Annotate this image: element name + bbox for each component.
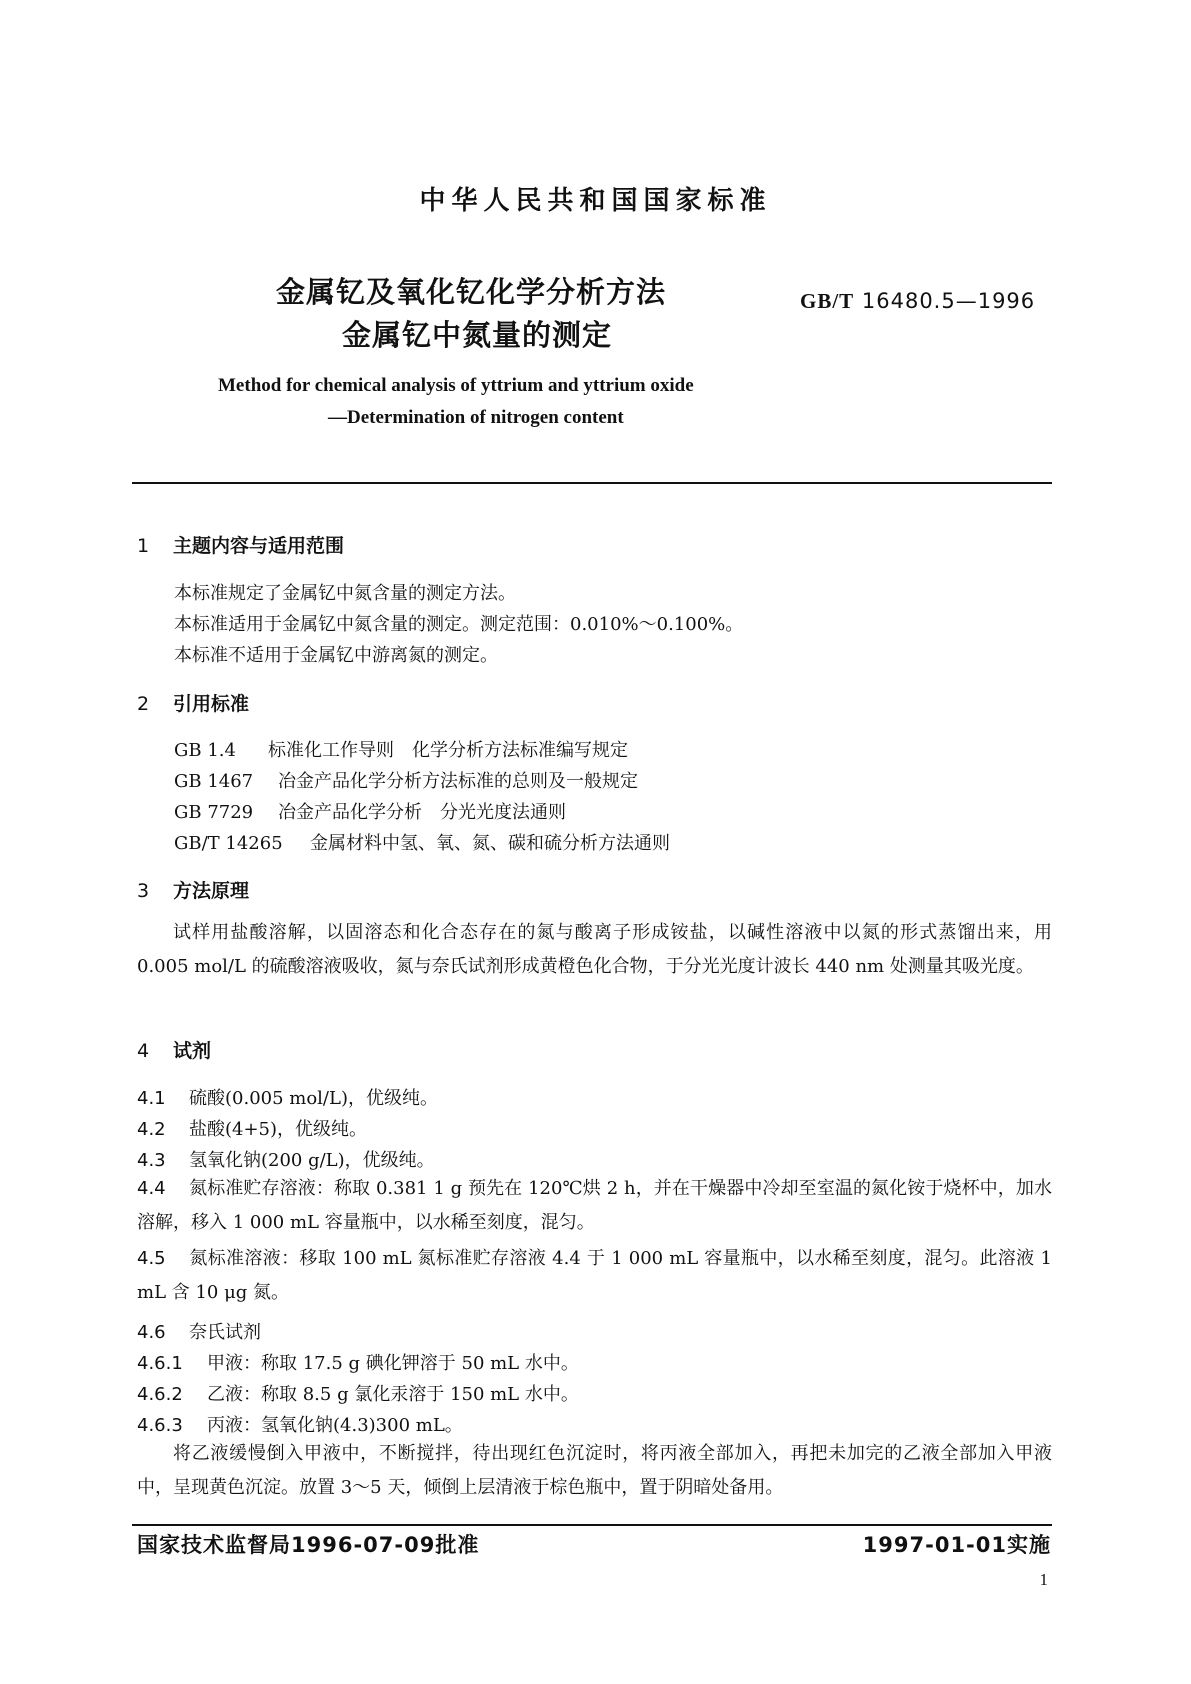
reagent-text: 甲液：称取 17.5 g 碘化钾溶于 50 mL 水中。 <box>207 1353 579 1374</box>
reagent-number: 4.6.1 <box>137 1353 183 1374</box>
reference-code: GB 7729 <box>174 802 254 823</box>
section-3-paragraph: 试样用盐酸溶解，以固溶态和化合态存在的氮与酸离子形成铵盐，以碱性溶液中以氮的形式蒸馏出来，用 0.005 mol/L 的硫酸溶液吸收，氮与奈氏试剂形成黄橙色化合物，于分光光度计波长 440 nm 处测量其吸光度。 <box>137 922 1052 977</box>
reagent-subitem <box>137 1380 579 1406</box>
reference-item <box>174 736 628 762</box>
reagent-text: 硫酸(0.005 mol/L)，优级纯。 <box>189 1088 438 1109</box>
reagent-item-4-4 <box>137 1172 1052 1240</box>
approval-date: 国家技术监督局1996-07-09批准 <box>137 1533 480 1557</box>
reference-code: GB/T 14265 <box>174 833 283 854</box>
reference-item <box>174 767 638 793</box>
title-cn-line2: 金属钇中氮量的测定 <box>342 318 613 352</box>
reagent-text: 奈氏试剂 <box>189 1322 261 1343</box>
title-en-line2: —Determination of nitrogen content <box>328 407 624 428</box>
reagent-preparation-paragraph: 将乙液缓慢倒入甲液中，不断搅拌，待出现红色沉淀时，将丙液全部加入，再把未加完的乙液全部加入甲液中，呈现黄色沉淀。放置 3～5 天，倾倒上层清液于棕色瓶中，置于阴暗处备用。 <box>137 1443 1052 1498</box>
reagent-text: 丙液：氢氧化钠(4.3)300 mL。 <box>207 1415 463 1436</box>
section-1-paragraph-2: 本标准适用于金属钇中氮含量的测定。测定范围：0.010%～0.100%。 <box>174 614 744 635</box>
section-3-heading: 3 方法原理 <box>137 880 250 902</box>
reagent-number: 4.3 <box>137 1150 166 1171</box>
header-divider <box>132 482 1052 484</box>
reagent-text: 氮标准贮存溶液：称取 0.381 1 g 预先在 120℃烘 2 h，并在干燥器中冷却至室温的氮化铵于烧杯中，加水溶解，移入 1 000 mL 容量瓶中，以水稀至刻度，混匀。 <box>137 1178 1052 1233</box>
reagent-number: 4.5 <box>137 1248 166 1269</box>
reference-item <box>174 798 566 824</box>
reagent-number: 4.6 <box>137 1322 166 1343</box>
effective-date: 1997-01-01实施 <box>862 1533 1051 1557</box>
reference-item <box>174 829 670 855</box>
reference-code: GB 1467 <box>174 771 254 792</box>
reagent-text: 氮标准溶液：移取 100 mL 氮标准贮存溶液 4.4 于 1 000 mL 容量瓶中，以水稀至刻度，混匀。此溶液 1 mL 含 10 μg 氮。 <box>137 1248 1052 1303</box>
reagent-item-4-5 <box>137 1242 1052 1310</box>
section-1-paragraph-1: 本标准规定了金属钇中氮含量的测定方法。 <box>174 583 516 604</box>
national-standard-header: 中华人民共和国国家标准 <box>419 186 772 216</box>
reference-title: 冶金产品化学分析 分光光度法通则 <box>278 802 566 823</box>
reagent-text: 乙液：称取 8.5 g 氯化汞溶于 150 mL 水中。 <box>207 1384 579 1405</box>
reagent-item <box>137 1115 367 1141</box>
reagent-number: 4.6.2 <box>137 1384 183 1405</box>
footer-divider <box>132 1524 1052 1526</box>
reference-title: 标准化工作导则 化学分析方法标准编写规定 <box>268 740 628 761</box>
reagent-number: 4.2 <box>137 1119 166 1140</box>
reference-title: 金属材料中氢、氧、氮、碳和硫分析方法通则 <box>310 833 670 854</box>
section-1-paragraph-3: 本标准不适用于金属钇中游离氮的测定。 <box>174 645 498 666</box>
reagent-item <box>137 1146 435 1172</box>
reagent-number: 4.6.3 <box>137 1415 183 1436</box>
standard-code: 16480.5—1996 <box>861 289 1036 313</box>
reagent-subitem <box>137 1411 463 1437</box>
standard-number <box>800 289 1035 314</box>
title-en-line1: Method for chemical analysis of yttrium and yttrium oxide <box>218 375 694 396</box>
reagent-item <box>137 1318 261 1344</box>
title-cn-line1: 金属钇及氧化钇化学分析方法 <box>276 275 667 309</box>
section-1-heading: 1 主题内容与适用范围 <box>137 535 345 557</box>
section-4-heading: 4 试剂 <box>137 1040 212 1062</box>
reagent-number: 4.1 <box>137 1088 166 1109</box>
page-number: 1 <box>1039 1570 1048 1589</box>
standard-prefix: GB/T <box>800 289 855 313</box>
reagent-subitem <box>137 1349 579 1375</box>
section-2-heading: 2 引用标准 <box>137 693 250 715</box>
reagent-text: 氢氧化钠(200 g/L)，优级纯。 <box>189 1150 435 1171</box>
reagent-item <box>137 1084 438 1110</box>
reagent-number: 4.4 <box>137 1178 166 1199</box>
reference-code: GB 1.4 <box>174 740 236 761</box>
reference-title: 冶金产品化学分析方法标准的总则及一般规定 <box>278 771 638 792</box>
reagent-text: 盐酸(4+5)，优级纯。 <box>189 1119 368 1140</box>
